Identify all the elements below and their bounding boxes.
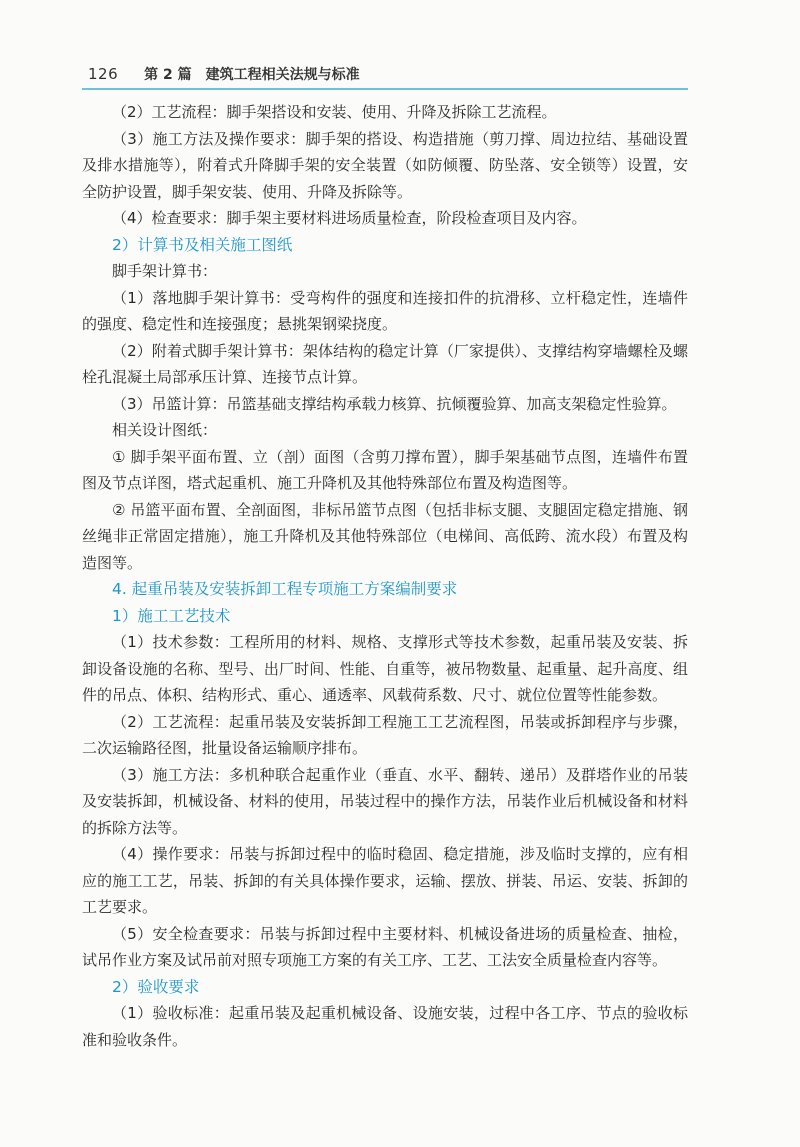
part-label: 第 2 篇: [144, 67, 192, 83]
header-rule: [82, 88, 688, 90]
paragraph: （2）附着式脚手架计算书：架体结构的稳定计算（厂家提供）、支撑结构穿墙螺栓及螺栓孔混凝土局部承压计算、连接节点计算。: [82, 341, 688, 386]
paragraph: 脚手架计算书：: [112, 262, 218, 280]
section-heading: 4. 起重吊装及安装拆卸工程专项施工方案编制要求: [112, 580, 458, 598]
page-number: 126: [88, 65, 119, 83]
paragraph: 相关设计图纸：: [112, 421, 218, 439]
paragraph: ② 吊篮平面布置、全剖面图，非标吊篮节点图（包括非标支腿、支腿固定稳定措施、钢丝绳非正常固定措施），施工升降机及其他特殊部位（电梯间、高低跨、流水段）布置及构造图等。: [82, 500, 688, 572]
paragraph: （3）施工方法：多机种联合起重作业（垂直、水平、翻转、递吊）及群塔作业的吊装及安装拆卸，机械设备、材料的使用，吊装过程中的操作方法，吊装作业后机械设备和材料的拆除方法等。: [82, 765, 688, 837]
chapter-title: 建筑工程相关法规与标准: [205, 67, 360, 83]
section-heading: 1）施工工艺技术: [112, 606, 231, 625]
paragraph: （4）检查要求：脚手架主要材料进场质量检查，阶段检查项目及内容。: [112, 209, 587, 227]
section-heading: 2）计算书及相关施工图纸: [112, 235, 293, 254]
paragraph: （3）施工方法及操作要求：脚手架的搭设、构造措施（剪刀撑、周边拉结、基础设置及排水措施等），附着式升降脚手架的安全装置（如防倾覆、防坠落、安全锁等）设置，安全防护设置，脚手架安装、使用、升降及拆除等。: [82, 129, 688, 201]
paragraph: ① 脚手架平面布置、立（剖）面图（含剪刀撑布置），脚手架基础节点图，连墙件布置图及节点详图，塔式起重机、施工升降机及其他特殊部位布置及构造图等。: [82, 447, 688, 492]
paragraph: （2）工艺流程：起重吊装及安装拆卸工程施工工艺流程图，吊装或拆卸程序与步骤，二次运输路径图，批量设备运输顺序排布。: [82, 712, 688, 757]
paragraph: （1）验收标准：起重吊装及起重机械设备、设施安装，过程中各工序、节点的验收标准和验收条件。: [82, 1004, 688, 1049]
page-body: [82, 99, 688, 1053]
section-heading: 2）验收要求: [112, 977, 200, 996]
paragraph: （3）吊篮计算：吊篮基础支撑结构承载力核算、抗倾覆验算、加高支架稳定性验算。: [112, 394, 677, 413]
paragraph: （2）工艺流程：脚手架搭设和安装、使用、升降及拆除工艺流程。: [112, 103, 557, 121]
paragraph: （1）落地脚手架计算书：受弯构件的强度和连接扣件的抗滑移、立杆稳定性，连墙件的强度、稳定性和连接强度；悬挑架钢梁挠度。: [82, 288, 688, 333]
paragraph: （1）技术参数：工程所用的材料、规格、支撑形式等技术参数，起重吊装及安装、拆卸设备设施的名称、型号、出厂时间、性能、自重等，被吊物数量、起重量、起升高度、组件的吊点、体积、结构形式、重心、通透率、风载荷系数、尺寸、就位位置等性能参数。: [82, 633, 688, 704]
running-header: [88, 64, 688, 88]
paragraph: （4）操作要求：吊装与拆卸过程中的临时稳固、稳定措施，涉及临时支撑的，应有相应的施工工艺，吊装、拆卸的有关具体操作要求，运输、摆放、拼装、吊运、安装、拆卸的工艺要求。: [82, 845, 688, 916]
paragraph: （5）安全检查要求：吊装与拆卸过程中主要材料、机械设备进场的质量检查、抽检，试吊作业方案及试吊前对照专项施工方案的有关工序、工艺、工法安全质量检查内容等。: [82, 924, 688, 969]
